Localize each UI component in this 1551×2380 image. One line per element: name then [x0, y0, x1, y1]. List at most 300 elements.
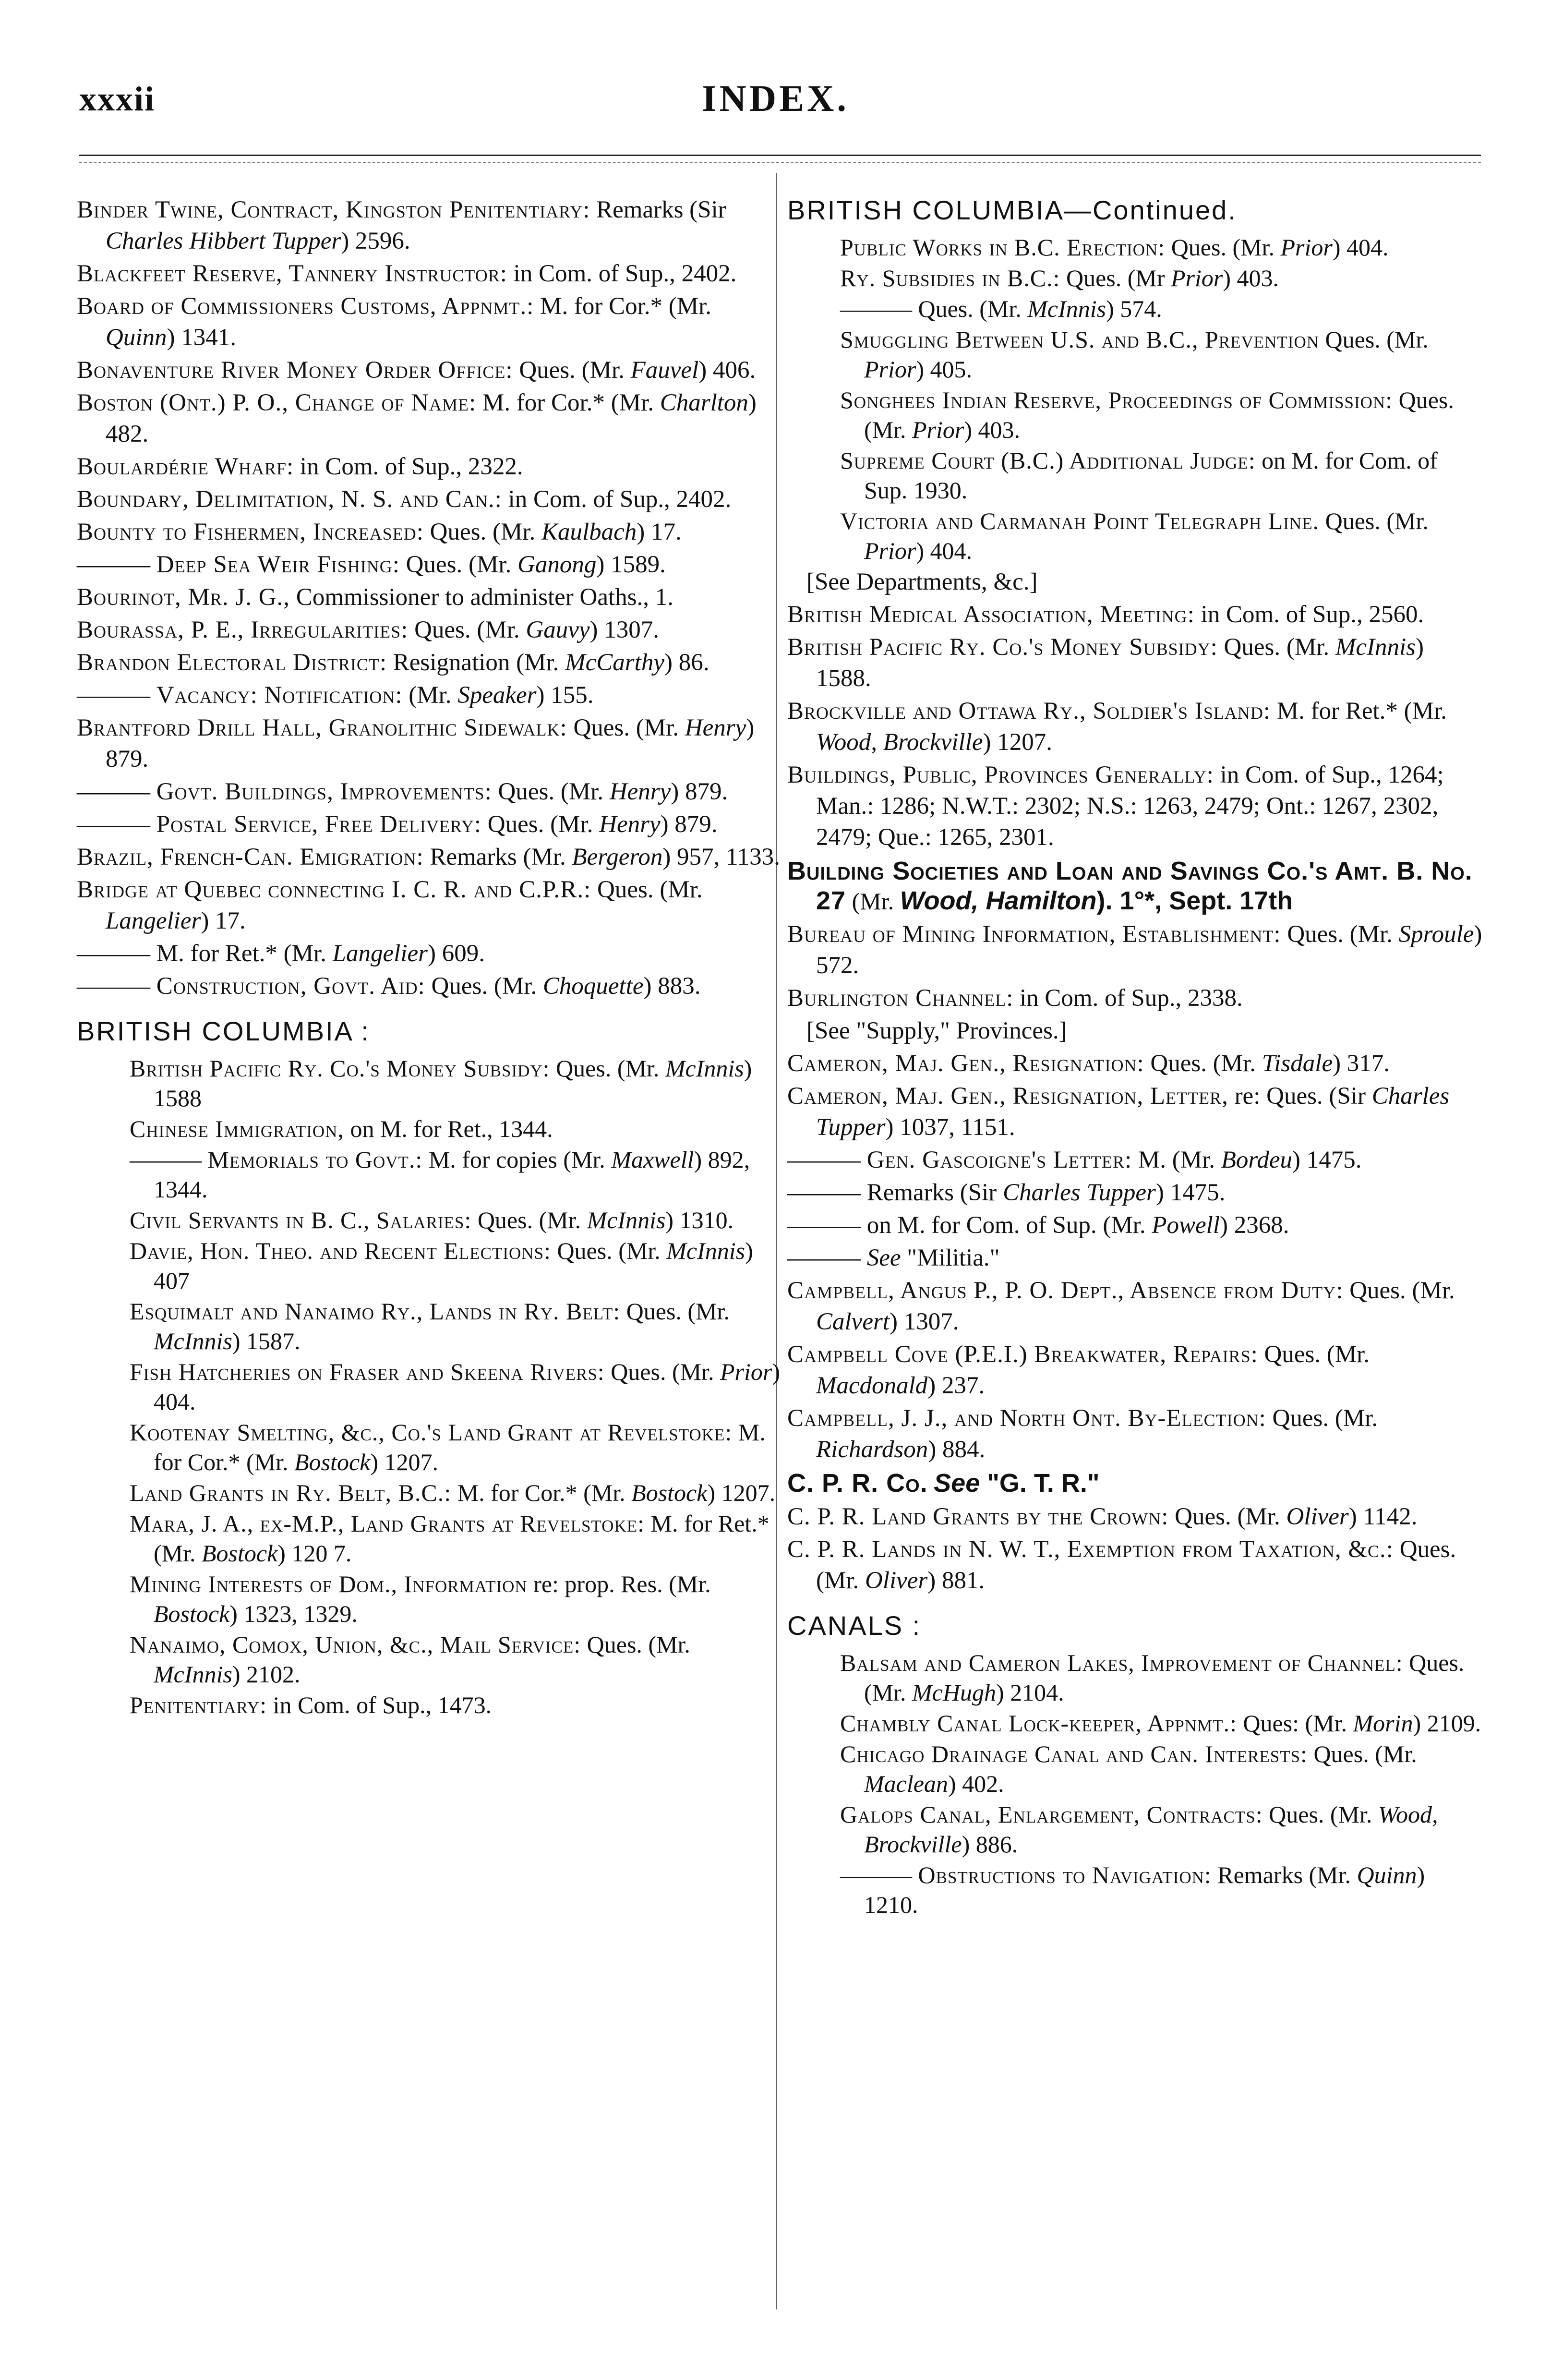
index-entry — [840, 325, 1483, 384]
entry-reference: Ques. (Mr. — [1262, 1801, 1378, 1828]
entry-topic: Davie, Hon. Theo. and Recent Elections: — [130, 1237, 551, 1264]
index-entry — [787, 1339, 1483, 1401]
entry-topic: Mining Interests of Dom., Information — [130, 1571, 528, 1597]
entry-reference: ) 1587. — [232, 1328, 301, 1354]
entry-topic: C. P. R. Land Grants by the Crown: — [787, 1503, 1169, 1530]
entry-member-name: McCarthy — [565, 649, 664, 676]
entry-topic: Deep Sea Weir Fishing: — [156, 551, 400, 578]
entry-member-name: Powell — [1152, 1212, 1220, 1239]
entry-topic: Boundary, Delimitation, N. S. and Can.: — [77, 486, 502, 513]
index-entry — [77, 387, 782, 450]
index-entry — [130, 1236, 782, 1295]
index-entry — [840, 294, 1483, 324]
entry-reference: ) 2596. — [341, 228, 410, 254]
entry-topic: Bourassa, P. E., Irregularities: — [77, 616, 409, 643]
entry-reference: Ques. (Mr. — [591, 876, 703, 903]
entry-member-name: McInnis — [154, 1328, 232, 1354]
entry-reference: ) 881. — [927, 1567, 985, 1594]
entry-reference: ) 1210. — [864, 1861, 1425, 1918]
entry-topic: Campbell Cove (P.E.I.) Breakwater, Repairs: — [787, 1341, 1258, 1368]
entry-reference: ) 17. — [637, 519, 682, 545]
entry-reference: Ques. (Mr. — [471, 1207, 587, 1233]
index-entry — [787, 1177, 1483, 1208]
entry-reference: ) 1310. — [665, 1207, 734, 1233]
entry-member-name: McInnis — [1027, 295, 1106, 322]
entry-reference: (Mr. — [846, 888, 900, 915]
index-entry — [787, 760, 1483, 853]
entry-topic: Binder Twine, Contract, Kingston Penitentiary: — [77, 196, 590, 223]
entry-reference: in Com. of Sup., 2560. — [1194, 601, 1424, 628]
entry-reference: M. for Cor.* (Mr. — [154, 1419, 766, 1475]
entry-reference: ) 1588 — [154, 1055, 752, 1111]
entry-topic: British Pacific Ry. Co.'s Money Subsidy: — [787, 634, 1218, 661]
entry-topic: C. P. R. Co. — [787, 1469, 928, 1498]
entry-reference: ) 402. — [948, 1770, 1004, 1797]
entry-topic: Public Works in B.C. Erection: — [840, 234, 1166, 261]
entry-reference: ) 1307. — [889, 1308, 959, 1335]
header-rule — [79, 155, 1481, 156]
entry-member-name: McInnis — [154, 1661, 232, 1688]
index-entry — [130, 1630, 782, 1689]
index-entry — [77, 938, 782, 969]
index-entry — [77, 647, 782, 678]
index-entry — [77, 713, 782, 775]
entry-reference: in Com. of Sup., 2402. — [502, 486, 732, 513]
entry-reference: Ques. (Mr. — [816, 1536, 1456, 1594]
entry-reference: Ques. (Mr. — [1266, 1405, 1378, 1432]
entry-member-name: Kaulbach — [541, 519, 637, 545]
entry-member-name: Morin — [1353, 1710, 1413, 1737]
entry-reference: ) 879. — [660, 811, 718, 838]
entry-reference: Ques. (Mr. — [1144, 1050, 1262, 1077]
index-entry — [787, 983, 1483, 1014]
entry-topic: Bounty to Fishermen, Increased: — [77, 519, 424, 545]
entry-member-name: See — [866, 1244, 901, 1271]
entry-reference: in Com. of Sup., 1264; Man.: 1286; N.W.T.: 2302; N.S.: 1263, 2479; Ont.: 1267, 2302, 2479; Que.: 1265, 2301. — [816, 761, 1444, 851]
entry-reference: ) 407 — [154, 1237, 753, 1294]
entry-member-name: Wood, Brockville — [816, 729, 983, 756]
index-entry — [77, 971, 782, 1002]
index-entries-c — [787, 1048, 1483, 1465]
index-entry — [787, 1081, 1483, 1143]
entry-reference: ) 609. — [427, 940, 485, 967]
index-entry — [840, 446, 1483, 505]
entry-member-name: Prior — [912, 416, 964, 443]
entry-reference: Ques. (Mr. — [918, 295, 1028, 322]
entry-reference: Ques. (Mr. — [1168, 1503, 1286, 1530]
entry-topic: Bureau of Mining Information, Establishment: — [787, 921, 1281, 948]
entry-reference: in Com. of Sup., 2338. — [1013, 985, 1243, 1012]
entry-member-name: Oliver — [1286, 1503, 1349, 1530]
entry-topic: Boulardérie Wharf: — [77, 453, 294, 480]
entry-reference: Ques. (Mr. — [604, 1358, 720, 1385]
entry-topic: Brandon Electoral District: — [77, 649, 387, 676]
entry-member-name: Quinn — [1357, 1861, 1417, 1888]
entry-reference: ) 1475. — [1155, 1179, 1226, 1206]
entry-member-name: Bostock — [154, 1600, 230, 1627]
index-entry — [77, 776, 782, 808]
entry-topic: Bourinot, Mr. J. G., — [77, 584, 290, 611]
index-entry — [77, 680, 782, 711]
entry-reference: ) 403. — [1223, 265, 1279, 291]
entry-reference: re: prop. Res. (Mr. — [527, 1571, 711, 1597]
entry-member-name: Gauvy — [526, 616, 590, 643]
entry-reference: on M. for Ret., 1344. — [344, 1115, 553, 1142]
entry-reference: Ques. (Mr — [1060, 265, 1171, 291]
page-title: INDEX. — [702, 77, 849, 119]
entry-reference: M. for copies (Mr. — [422, 1146, 612, 1173]
entry-member-name: Wood, Brockville — [864, 1801, 1438, 1858]
entry-reference: Ques. (Mr. — [481, 811, 600, 838]
entry-reference: M. for Cor.* (Mr. — [451, 1479, 632, 1506]
entry-member-name: Henry — [609, 778, 671, 805]
entry-topic: Brantford Drill Hall, Granolithic Sidewalk: — [77, 714, 567, 741]
entry-member-name: McHugh — [912, 1679, 996, 1706]
entry-topic: Ry. Subsidies in B.C.: — [840, 265, 1060, 291]
entry-topic: Vacancy: Notification: — [156, 682, 403, 709]
entry-member-name: Calvert — [816, 1308, 890, 1335]
entry-reference: Ques. (Mr. — [399, 551, 517, 578]
entry-reference: re: Ques. (Sir — [1228, 1083, 1372, 1110]
entry-reference: Ques. (Mr. — [408, 616, 526, 643]
entry-member-name: Langelier — [106, 907, 201, 934]
entry-member-name: McInnis — [665, 1055, 744, 1082]
index-entries-d — [787, 1501, 1483, 1596]
index-entry — [787, 1403, 1483, 1465]
entry-topic: Mara, J. A., ex-M.P., Land Grants at Revelstoke: — [130, 1510, 645, 1537]
index-entry — [840, 232, 1483, 262]
entry-reference: "Militia." — [901, 1244, 1000, 1271]
entry-reference: in Com. of Sup., 2322. — [294, 453, 523, 480]
entry-reference: ) 1475. — [1292, 1147, 1362, 1173]
entry-topic: Galops Canal, Enlargement, Contracts: — [840, 1801, 1263, 1828]
index-entry — [840, 385, 1483, 445]
entry-reference: ) 1341. — [167, 324, 236, 351]
entry-reference: ) 404. — [1332, 234, 1389, 261]
index-entry — [787, 1501, 1483, 1533]
index-entry — [77, 582, 782, 613]
entry-reference: ) 406. — [698, 357, 756, 384]
index-entry — [130, 1205, 782, 1235]
index-entry — [787, 632, 1483, 694]
entry-reference: Ques. (Mr. — [1217, 634, 1335, 661]
entry-reference: ) 879. — [106, 714, 755, 773]
entry-reference: ) 572. — [816, 921, 1482, 979]
entry-member-name: McInnis — [666, 1237, 745, 1264]
entry-topic: Bridge at Quebec connecting I. C. R. and C.P.R.: — [77, 876, 591, 903]
index-entry — [130, 1296, 782, 1356]
entry-reference: Ques. (Mr. — [864, 387, 1454, 443]
entry-topic: Campbell, Angus P., P. O. Dept., Absence from Duty: — [787, 1277, 1344, 1304]
entry-topic: Board of Commissioners Customs, Appnmt.: — [77, 293, 534, 320]
entry-member-name: Bostock — [631, 1479, 708, 1506]
right-column — [787, 194, 1483, 1921]
entry-reference: ) 957, 1133. — [662, 844, 780, 870]
entry-reference: M. for Cor.* (Mr. — [476, 389, 660, 416]
entry-topic: Balsam and Cameron Lakes, Improvement of Channel: — [840, 1649, 1403, 1676]
entry-reference: ) 879. — [671, 778, 728, 805]
index-entry — [787, 1210, 1483, 1241]
header-rule-dashed — [79, 162, 1481, 163]
entry-member-name: Choquette — [542, 973, 644, 1000]
entry-reference: in Com. of Sup., 2402. — [507, 260, 737, 287]
index-entry — [77, 809, 782, 840]
entry-topic: Obstructions to Navigation: — [918, 1861, 1212, 1888]
entry-topic: Memorials to Govt.: — [207, 1146, 423, 1173]
index-entry — [77, 842, 782, 873]
entry-topic: Govt. Buildings, Improvements: — [156, 778, 492, 805]
entry-member-name: Macdonald — [816, 1372, 928, 1399]
entry-reference: Ques. (Mr. — [581, 1631, 690, 1658]
entry-member-name: Bordeu — [1221, 1147, 1293, 1173]
index-entry — [77, 355, 782, 386]
entry-reference: Ques. (Mr. — [425, 973, 543, 1000]
index-entry — [787, 599, 1483, 630]
index-entry — [130, 1145, 782, 1204]
entry-reference: Remarks (Mr. — [1211, 1861, 1357, 1888]
index-entries-a — [787, 599, 1483, 853]
entry-topic: Land Grants in Ry. Belt, B.C.: — [130, 1479, 452, 1506]
entry-member-name: Prior — [864, 356, 916, 383]
entry-reference: ) 1037, 1151. — [885, 1114, 1015, 1141]
entry-reference: ) 404. — [154, 1358, 780, 1415]
entry-member-name: Charlton — [660, 389, 748, 416]
entry-reference: Ques. (Mr. — [1343, 1277, 1455, 1304]
entry-member-name: Henry — [685, 714, 746, 741]
entry-reference: Ques. (Mr. — [1281, 921, 1399, 948]
entry-member-name: Langelier — [332, 940, 428, 967]
entry-member-name: Tisdale — [1262, 1050, 1333, 1077]
index-entry — [130, 1053, 782, 1113]
canals-entries — [787, 1648, 1483, 1920]
section-heading-british-columbia: BRITISH COLUMBIA : — [77, 1016, 370, 1046]
entry-reference: on M. for Com. of Sup. (Mr. — [866, 1212, 1152, 1239]
entry-topic: Gen. Gascoigne's Letter: — [866, 1147, 1132, 1173]
index-entry — [77, 549, 782, 580]
entry-member-name: Richardson — [816, 1436, 928, 1463]
page-number: xxxii — [79, 80, 156, 118]
entry-topic: British Medical Association, Meeting: — [787, 601, 1195, 628]
entry-member-name: Bostock — [294, 1449, 371, 1475]
entry-topic: Postal Service, Free Delivery: — [156, 811, 482, 838]
entry-member-name: Prior — [1171, 265, 1223, 291]
entry-topic: Nanaimo, Comox, Union, &c., Mail Service: — [130, 1631, 581, 1658]
entry-member-name: Henry — [599, 811, 661, 838]
entry-reference: M. for Cor.* (Mr. — [534, 293, 711, 320]
left-entries — [77, 194, 782, 1002]
entry-reference: M. for Ret.* (Mr. — [154, 1510, 769, 1567]
entry-member-name: McInnis — [1335, 634, 1416, 661]
index-entry — [77, 258, 782, 290]
entry-reference: Remarks (Sir — [866, 1179, 1003, 1206]
entry-topic: Fish Hatcheries on Fraser and Skeena Rivers: — [130, 1358, 605, 1385]
index-entry — [840, 1800, 1483, 1859]
entry-reference: Resignation (Mr. — [387, 649, 565, 676]
entry-topic: Penitentiary: — [130, 1691, 267, 1718]
entry-reference: ) 17. — [201, 907, 246, 934]
entry-reference: Ques. (Mr. — [1319, 507, 1429, 534]
entry-member-name: Speaker — [457, 682, 537, 709]
entry-reference: ) 2109. — [1413, 1710, 1481, 1737]
index-entry — [840, 1739, 1483, 1799]
entry-member-name: Maclean — [864, 1770, 948, 1797]
index-entry — [840, 1708, 1483, 1738]
entry-member-name: Prior — [720, 1358, 772, 1385]
entry-reference: Remarks (Sir — [590, 196, 726, 223]
index-entry — [130, 1569, 782, 1629]
entry-reference: ) 574. — [1106, 295, 1162, 322]
entry-reference: Ques. (Mr. — [620, 1298, 730, 1325]
british-columbia-entries — [77, 1053, 782, 1720]
entry-reference: ) 883. — [643, 973, 701, 1000]
entry-reference: ) 2104. — [996, 1679, 1064, 1706]
entry-reference: Ques. (Mr. — [1258, 1341, 1370, 1368]
entry-reference: ) 1207. — [370, 1449, 438, 1475]
entry-reference: ) 1207. — [707, 1479, 776, 1506]
entry-topic: Buildings, Public, Provinces Generally: — [787, 761, 1214, 788]
entry-reference: ) 403. — [964, 416, 1021, 443]
entry-reference: (Mr. — [402, 682, 458, 709]
entry-reference — [928, 1470, 934, 1497]
entry-topic: Chinese Immigration, — [130, 1115, 344, 1142]
entry-reference: ) 1589. — [596, 551, 666, 578]
entry-reference: in Com. of Sup., 1473. — [267, 1691, 492, 1718]
entry-reference: "G. T. R." — [980, 1469, 1100, 1498]
index-entry — [840, 263, 1483, 293]
entry-topic: British Pacific Ry. Co.'s Money Subsidy: — [130, 1055, 550, 1082]
entry-reference: ) 892, 1344. — [154, 1146, 750, 1203]
entry-member-name: Wood, Hamilton — [900, 886, 1097, 915]
entry-reference: ) 1142. — [1348, 1503, 1418, 1530]
entry-reference: ) 155. — [536, 682, 594, 709]
index-entry — [130, 1417, 782, 1477]
entry-topic: Construction, Govt. Aid: — [156, 973, 425, 1000]
entry-member-name: Ganong — [517, 551, 597, 578]
entry-member-name: Charles Tupper — [816, 1083, 1450, 1141]
entry-reference: Ques. (Mr. — [550, 1055, 665, 1082]
entry-topic: Kootenay Smelting, &c., Co.'s Land Grant at Revelstoke: — [130, 1419, 733, 1446]
entry-reference: ) 237. — [927, 1372, 985, 1399]
entry-topic: Campbell, J. J., and North Ont. By-Election: — [787, 1405, 1266, 1432]
entry-member-name: Sproule — [1398, 921, 1474, 948]
entry-reference: ) 120 7. — [277, 1540, 352, 1567]
entry-topic: Cameron, Maj. Gen., Resignation: — [787, 1050, 1144, 1077]
entry-reference: ) 884. — [928, 1436, 986, 1463]
entry-reference: ) 1588. — [816, 634, 1424, 692]
entry-reference: ) 317. — [1333, 1050, 1390, 1077]
index-entry — [77, 615, 782, 646]
entry-topic: Victoria and Carmanah Point Telegraph Line. — [840, 507, 1320, 534]
entry-topic: Chicago Drainage Canal and Can. Interests: — [840, 1740, 1308, 1767]
entry-topic: Building Societies and Loan and Savings Co.'s Amt. B. No. 27 — [787, 857, 1473, 915]
entry-topic: C. P. R. Lands in N. W. T., Exemption from Taxation, &c.: — [787, 1536, 1394, 1563]
index-entry — [787, 1145, 1483, 1176]
entry-reference: Commissioner to administer Oaths., 1. — [290, 584, 673, 611]
entry-member-name: Fauvel — [630, 357, 699, 384]
entry-reference: ) 2102. — [232, 1661, 301, 1688]
entry-topic: Supreme Court (B.C.) Additional Judge: — [840, 447, 1256, 474]
index-entry — [77, 874, 782, 937]
entry-reference: on M. for Com. of Sup. 1930. — [864, 447, 1438, 504]
entry-member-name: Prior — [864, 537, 916, 564]
entry-reference: Ques. (Mr. — [492, 778, 610, 805]
index-entry — [787, 1534, 1483, 1596]
entry-reference: Ques. (Mr. — [551, 1237, 667, 1264]
index-entry-building-societies — [787, 856, 1483, 916]
index-entries-b — [787, 919, 1483, 1014]
index-entry — [77, 484, 782, 515]
entry-topic: Civil Servants in B. C., Salaries: — [130, 1207, 472, 1233]
entry-topic: Chambly Canal Lock-keeper, Appnmt.: — [840, 1710, 1237, 1737]
index-entry — [77, 451, 782, 483]
entry-topic: Brockville and Ottawa Ry., Soldier's Island: — [787, 698, 1271, 725]
entry-member-name: Charles Hibbert Tupper — [106, 228, 341, 254]
index-entry — [130, 1509, 782, 1568]
entry-reference: ) 1207. — [983, 729, 1052, 756]
section-heading-bc-continued: BRITISH COLUMBIA—Continued. — [787, 195, 1237, 225]
index-entry — [840, 1648, 1483, 1707]
index-entry — [130, 1114, 782, 1144]
entry-member-name: Oliver — [865, 1567, 928, 1594]
index-entry — [77, 194, 782, 257]
index-entry — [130, 1478, 782, 1508]
index-entry — [787, 1275, 1483, 1338]
index-entry — [787, 919, 1483, 981]
index-entry — [840, 1860, 1483, 1920]
entry-member-name: Bostock — [202, 1540, 278, 1567]
index-entry-cpr — [787, 1468, 1483, 1498]
entry-reference: ) 405. — [916, 356, 973, 383]
entry-reference: ) 886. — [962, 1831, 1018, 1858]
entry-topic: Esquimalt and Nanaimo Ry., Lands in Ry. Belt: — [130, 1298, 621, 1325]
index-entry — [130, 1690, 782, 1720]
left-column — [77, 194, 782, 1721]
index-entry — [130, 1357, 782, 1416]
entry-reference: Ques. (Mr. — [1319, 326, 1429, 353]
entry-member-name: Maxwell — [611, 1146, 694, 1173]
see-reference: [See Departments, &c.] — [806, 568, 1038, 595]
entry-topic: Smuggling Between U.S. and B.C., Prevention — [840, 326, 1320, 353]
entry-member-name: Bergeron — [572, 844, 663, 870]
entry-reference: Ques. (Mr. — [567, 714, 685, 741]
entry-topic: Boston (Ont.) P. O., Change of Name: — [77, 389, 477, 416]
entry-reference: ) 86. — [664, 649, 709, 676]
entry-member-name: Prior — [1280, 234, 1333, 261]
index-entry — [77, 517, 782, 548]
entry-reference: Remarks (Mr. — [423, 844, 572, 870]
bc-continued-entries — [787, 232, 1483, 566]
index-entry — [840, 506, 1483, 566]
entry-reference: ) 1323, 1329. — [229, 1600, 358, 1627]
index-entry — [787, 696, 1483, 758]
entry-reference: M. (Mr. — [1132, 1147, 1221, 1173]
entry-reference: M. for Ret.* (Mr. — [1271, 698, 1447, 725]
entry-reference: Ques. (Mr. — [513, 357, 631, 384]
see-reference: [See "Supply," Provinces.] — [806, 1017, 1067, 1044]
entry-reference: Ques. (Mr. — [1165, 234, 1281, 261]
entry-member-name: Quinn — [106, 324, 167, 351]
entry-topic: Burlington Channel: — [787, 985, 1014, 1012]
entry-member-name: See — [934, 1469, 980, 1498]
entry-reference: Ques: (Mr. — [1237, 1710, 1353, 1737]
entry-topic: Brazil, French-Can. Emigration: — [77, 844, 424, 870]
entry-reference: ). 1°*, Sept. 17th — [1096, 886, 1293, 915]
entry-reference: Ques. (Mr. — [864, 1649, 1465, 1706]
entry-topic: Blackfeet Reserve, Tannery Instructor: — [77, 260, 507, 287]
entry-reference: Ques. (Mr. — [1307, 1740, 1417, 1767]
entry-reference: M. for Ret.* (Mr. — [156, 940, 333, 967]
entry-topic: Bonaventure River Money Order Office: — [77, 357, 513, 384]
